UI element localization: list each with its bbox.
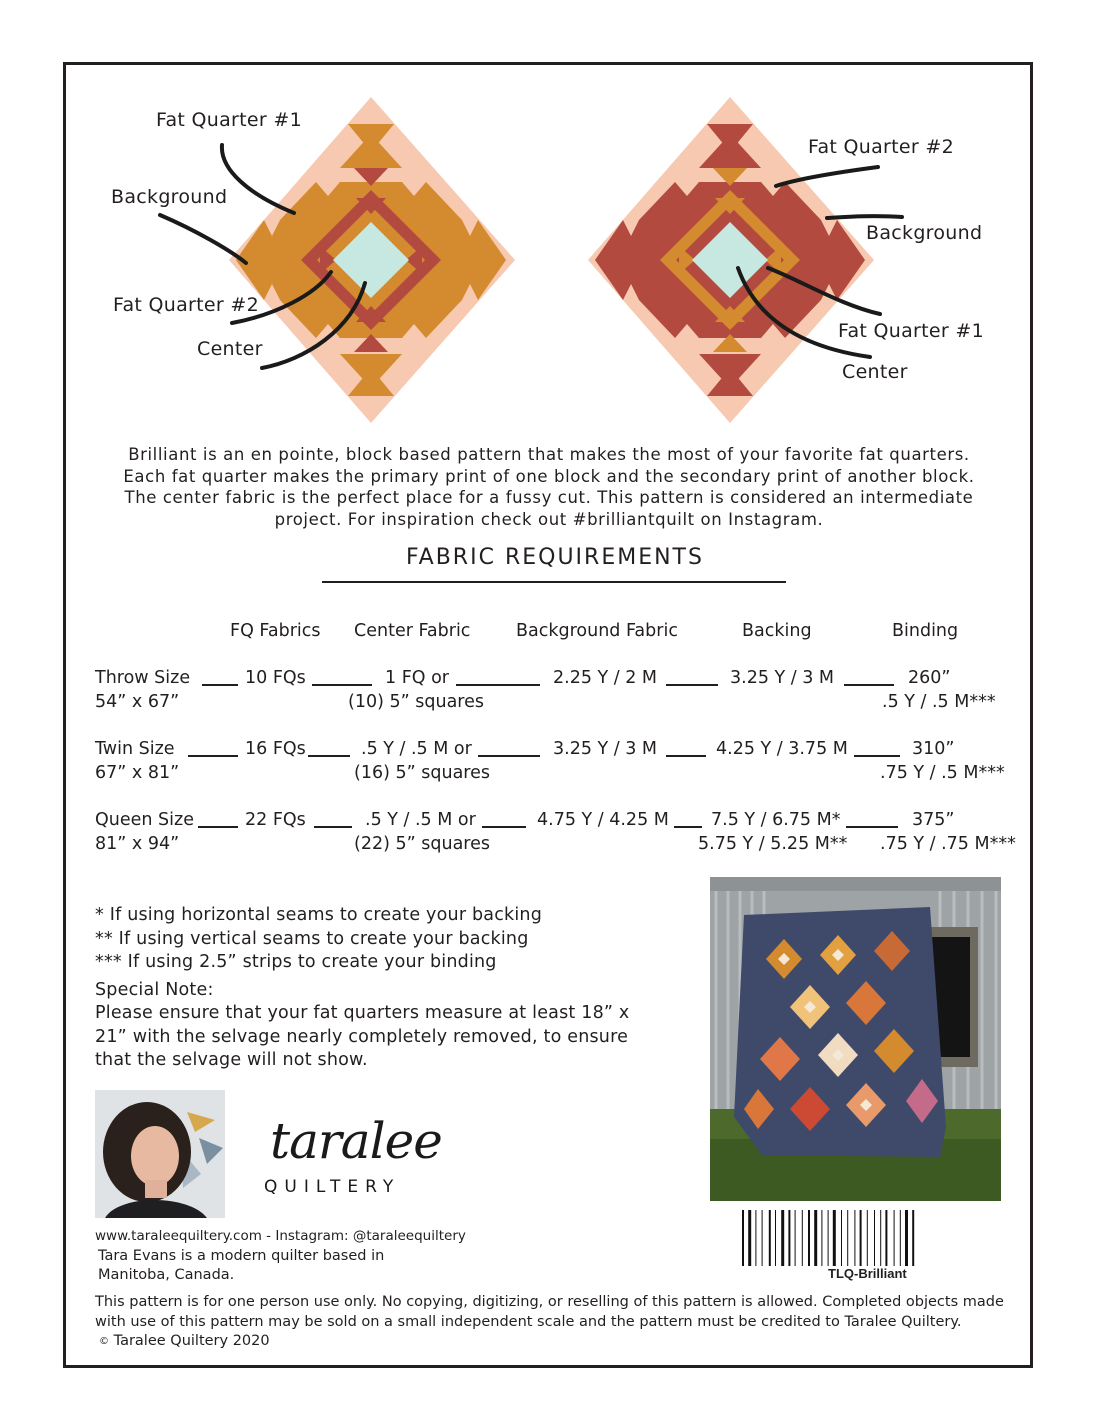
leader-line xyxy=(666,755,706,757)
barcode-bar xyxy=(808,1210,810,1266)
header-backing: Backing xyxy=(742,621,812,641)
row-center-alt: (22) 5” squares xyxy=(354,834,490,854)
barcode-bar xyxy=(885,1210,887,1266)
row-center: .5 Y / .5 M or xyxy=(365,810,476,830)
row-binding-alt: .5 Y / .5 M*** xyxy=(882,692,996,712)
barcode-bar xyxy=(755,1210,756,1266)
row-center: .5 Y / .5 M or xyxy=(361,739,472,759)
leader-line xyxy=(478,755,540,757)
row-binding-alt: .75 Y / .5 M*** xyxy=(880,763,1005,783)
row-size: Queen Size xyxy=(95,810,194,830)
leader-line xyxy=(854,755,900,757)
barcode-bar xyxy=(762,1210,763,1266)
pattern-description xyxy=(90,444,1008,530)
barcode-bar xyxy=(769,1210,771,1266)
header-background-fabric: Background Fabric xyxy=(516,621,678,641)
title-underline xyxy=(322,581,786,583)
barcode-label: TLQ-Brilliant xyxy=(828,1266,907,1281)
barcode-bar xyxy=(912,1210,914,1266)
bio-line-1: Tara Evans is a modern quilter based in xyxy=(98,1248,385,1264)
barcode-bar xyxy=(788,1210,790,1266)
left-label-fq2: Fat Quarter #2 xyxy=(113,294,259,316)
leader-line xyxy=(198,826,238,828)
barcode-bar xyxy=(833,1210,836,1266)
row-binding: 310” xyxy=(912,739,955,759)
row-center-alt: (10) 5” squares xyxy=(348,692,484,712)
brand-logo-script: taralee xyxy=(270,1112,442,1170)
right-label-background: Background xyxy=(866,222,983,244)
row-backing: 4.25 Y / 3.75 M xyxy=(716,739,848,759)
footer-line: with use of this pattern may be sold on a small independent scale and the pattern must be credited to Taralee Quiltery. xyxy=(95,1313,962,1330)
description-line: The center fabric is the perfect place for a fussy cut. This pattern is considered an intermediate xyxy=(124,488,974,507)
row-center: 1 FQ or xyxy=(385,668,450,688)
footer-line: This pattern is for one person use only. No copying, digitizing, or reselling of this pattern is allowed. Completed objects made xyxy=(95,1294,1004,1310)
leader-line xyxy=(846,826,898,828)
leader-line xyxy=(314,826,352,828)
row-background: 4.75 Y / 4.25 M xyxy=(537,810,669,830)
row-dims: 81” x 94” xyxy=(95,834,180,854)
barcode-bar xyxy=(905,1210,908,1266)
row-background: 3.25 Y / 3 M xyxy=(553,739,658,759)
row-center-alt: (16) 5” squares xyxy=(354,763,490,783)
barcode-bar xyxy=(874,1210,875,1266)
fabric-requirements-title: FABRIC REQUIREMENTS xyxy=(406,545,704,570)
bio-line-2: Manitoba, Canada. xyxy=(98,1267,235,1283)
row-backing-alt: 5.75 Y / 5.25 M** xyxy=(698,834,848,854)
barcode-bar xyxy=(781,1210,784,1266)
right-label-fq2: Fat Quarter #2 xyxy=(808,136,954,158)
right-label-fq1: Fat Quarter #1 xyxy=(838,320,984,342)
quilt-photo xyxy=(710,877,1001,1201)
barcode-bar xyxy=(860,1210,862,1266)
description-line: Brilliant is an en pointe, block based pattern that makes the most of your favorite fat quarters. xyxy=(128,445,970,464)
description-line: project. For inspiration check out #brilliantquilt on Instagram. xyxy=(274,509,824,529)
note-line: that the selvage will not show. xyxy=(95,1050,368,1070)
leader-line xyxy=(202,684,238,686)
leader-line xyxy=(666,684,718,686)
leader-line xyxy=(674,826,702,828)
copyright-symbol: © xyxy=(99,1336,109,1347)
row-backing: 3.25 Y / 3 M xyxy=(730,668,835,688)
row-dims: 67” x 81” xyxy=(95,763,180,783)
row-backing: 7.5 Y / 6.75 M* xyxy=(711,810,841,830)
left-label-fq1: Fat Quarter #1 xyxy=(156,109,302,131)
row-binding: 375” xyxy=(912,810,955,830)
header-fq-fabrics: FQ Fabrics xyxy=(230,621,321,641)
row-fq: 22 FQs xyxy=(245,810,306,830)
row-binding: 260” xyxy=(908,668,951,688)
header-binding: Binding xyxy=(892,621,959,641)
barcode-bar xyxy=(867,1210,868,1266)
barcode-bar xyxy=(802,1210,803,1266)
row-size: Twin Size xyxy=(95,739,175,759)
note-line: * If using horizontal seams to create your backing xyxy=(95,905,543,925)
row-dims: 54” x 67” xyxy=(95,692,180,712)
header-center-fabric: Center Fabric xyxy=(354,621,471,641)
row-fq: 16 FQs xyxy=(245,739,306,759)
leader-line xyxy=(844,684,894,686)
barcode-bar xyxy=(775,1210,776,1266)
footer xyxy=(95,1293,1004,1352)
leader-line xyxy=(308,755,350,757)
barcode-bar xyxy=(814,1210,817,1266)
left-label-background: Background xyxy=(111,186,228,208)
barcode-bar xyxy=(894,1210,895,1266)
notes xyxy=(95,904,629,1073)
barcode-bar xyxy=(821,1210,822,1266)
barcode-bar xyxy=(847,1210,848,1266)
note-line: *** If using 2.5” strips to create your binding xyxy=(95,952,497,972)
row-binding-alt: .75 Y / .75 M*** xyxy=(880,834,1016,854)
note-line: Please ensure that your fat quarters measure at least 18” x xyxy=(95,1003,630,1023)
note-line: 21” with the selvage nearly completely removed, to ensure xyxy=(95,1026,629,1047)
right-label-center: Center xyxy=(842,361,908,383)
designer-portrait xyxy=(95,1090,225,1218)
barcode-bar xyxy=(795,1210,796,1266)
row-background: 2.25 Y / 2 M xyxy=(553,668,658,688)
description-line: Each fat quarter makes the primary print of one block and the secondary print of another block. xyxy=(123,466,975,486)
leader-line xyxy=(482,826,526,828)
label-pointers xyxy=(0,0,1100,430)
barcode-bar xyxy=(828,1210,829,1266)
barcode-bar xyxy=(748,1210,751,1266)
row-fq: 10 FQs xyxy=(245,668,306,688)
leader-line xyxy=(312,684,372,686)
barcode-bar xyxy=(880,1210,881,1266)
barcode-bar xyxy=(841,1210,842,1266)
contact-line: www.taraleequiltery.com - Instagram: @taraleequiltery xyxy=(95,1228,466,1244)
footer-copyright: Taralee Quiltery 2020 xyxy=(113,1333,270,1349)
note-line: ** If using vertical seams to create your backing xyxy=(95,928,529,949)
barcode xyxy=(740,1210,1000,1266)
barcode-bar xyxy=(742,1210,744,1266)
barcode-bar xyxy=(900,1210,901,1266)
leader-line xyxy=(188,755,238,757)
special-note-heading: Special Note: xyxy=(95,979,214,1000)
row-size: Throw Size xyxy=(95,668,191,688)
barcode-bar xyxy=(854,1210,855,1266)
leader-line xyxy=(456,684,540,686)
brand-logo-word: QUILTERY xyxy=(264,1177,401,1197)
left-label-center: Center xyxy=(197,338,263,360)
